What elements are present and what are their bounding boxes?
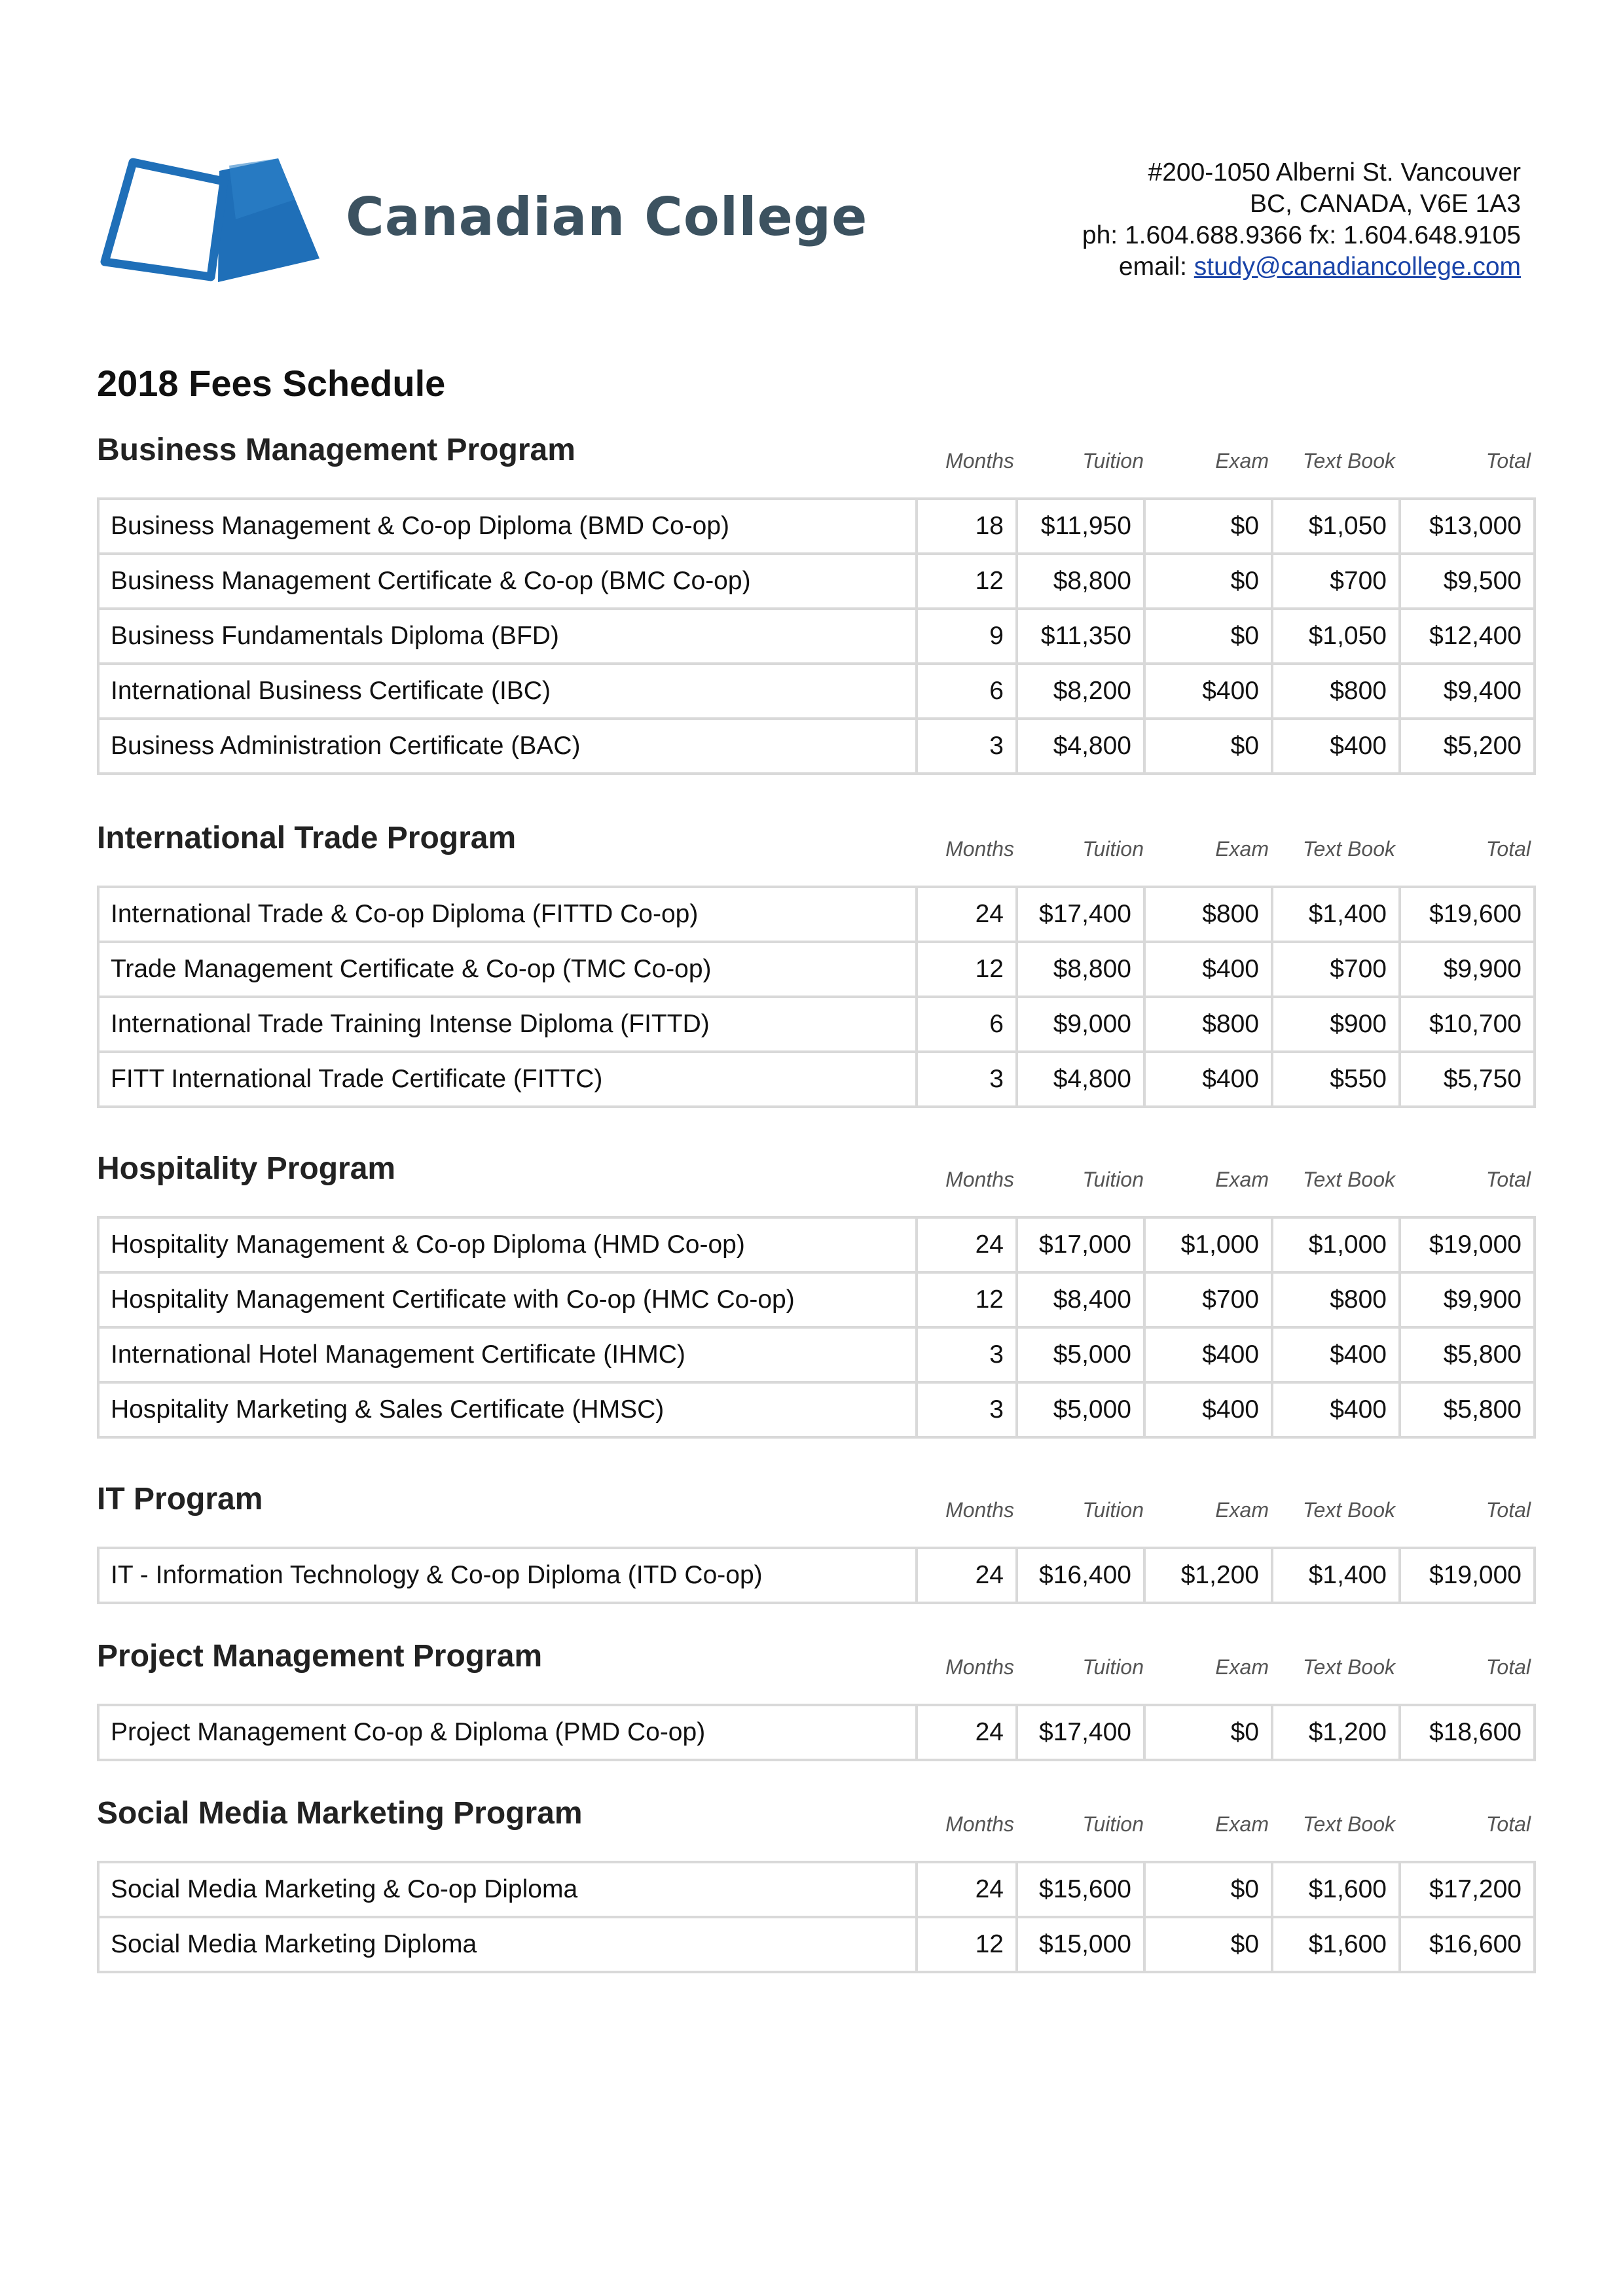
- table-row: [98, 1272, 1535, 1327]
- tuition-cell: $11,350: [1017, 609, 1144, 664]
- column-header-months: Months: [945, 449, 1014, 473]
- total-cell: $12,400: [1400, 609, 1535, 664]
- total-cell: $17,200: [1400, 1862, 1535, 1917]
- program-name-cell: Social Media Marketing & Co-op Diploma: [98, 1862, 917, 1917]
- program-name-cell: IT - Information Technology & Co-op Diploma (ITD Co-op): [98, 1548, 917, 1603]
- column-header-text-book: Text Book: [1302, 449, 1395, 473]
- text-book-cell: $700: [1272, 942, 1400, 997]
- section-title: IT Program: [97, 1482, 263, 1516]
- exam-cell: $1,000: [1144, 1217, 1272, 1272]
- column-header-exam: Exam: [1215, 449, 1269, 473]
- exam-cell: $800: [1144, 997, 1272, 1052]
- fees-table: [97, 1216, 1536, 1439]
- text-book-cell: $900: [1272, 997, 1400, 1052]
- program-name-cell: Trade Management Certificate & Co-op (TMC Co-op): [98, 942, 917, 997]
- tuition-cell: $16,400: [1017, 1548, 1144, 1603]
- column-header-tuition: Tuition: [1082, 1498, 1144, 1522]
- column-header-exam: Exam: [1215, 1168, 1269, 1191]
- section-title: Hospitality Program: [97, 1151, 396, 1186]
- column-header-total: Total: [1486, 1812, 1531, 1836]
- column-header-months: Months: [945, 1168, 1014, 1191]
- total-cell: $5,800: [1400, 1382, 1535, 1437]
- program-name-cell: International Trade Training Intense Diploma (FITTD): [98, 997, 917, 1052]
- table-row: [98, 942, 1535, 997]
- program-name-cell: Hospitality Management Certificate with Co-op (HMC Co-op): [98, 1272, 917, 1327]
- months-cell: 9: [917, 609, 1017, 664]
- column-header-months: Months: [945, 1812, 1014, 1836]
- text-book-cell: $400: [1272, 1382, 1400, 1437]
- column-header-text-book: Text Book: [1302, 1655, 1395, 1679]
- table-row: [98, 499, 1535, 554]
- column-headers: [915, 837, 1533, 863]
- exam-cell: $400: [1144, 942, 1272, 997]
- months-cell: 3: [917, 719, 1017, 774]
- exam-cell: $0: [1144, 1917, 1272, 1972]
- program-name-cell: Business Management Certificate & Co-op (BMC Co-op): [98, 554, 917, 609]
- tuition-cell: $4,800: [1017, 1052, 1144, 1107]
- column-headers: [915, 1812, 1533, 1839]
- exam-cell: $800: [1144, 887, 1272, 942]
- table-row: [98, 609, 1535, 664]
- column-header-text-book: Text Book: [1302, 837, 1395, 861]
- fees-table: [97, 1547, 1536, 1604]
- months-cell: 6: [917, 664, 1017, 719]
- column-header-months: Months: [945, 837, 1014, 861]
- table-row: [98, 554, 1535, 609]
- fee-section: [97, 432, 1533, 775]
- total-cell: $19,600: [1400, 887, 1535, 942]
- column-header-exam: Exam: [1215, 1498, 1269, 1522]
- column-headers: [915, 1168, 1533, 1194]
- total-cell: $5,200: [1400, 719, 1535, 774]
- open-book-logo-icon: [98, 154, 321, 291]
- table-row: [98, 1382, 1535, 1437]
- months-cell: 12: [917, 554, 1017, 609]
- months-cell: 24: [917, 887, 1017, 942]
- text-book-cell: $400: [1272, 719, 1400, 774]
- program-name-cell: FITT International Trade Certificate (FITTC): [98, 1052, 917, 1107]
- total-cell: $5,800: [1400, 1327, 1535, 1382]
- column-header-tuition: Tuition: [1082, 1168, 1144, 1191]
- column-header-months: Months: [945, 1655, 1014, 1679]
- months-cell: 24: [917, 1862, 1017, 1917]
- column-headers: [915, 1655, 1533, 1681]
- section-title: Project Management Program: [97, 1639, 543, 1674]
- table-row: [98, 1548, 1535, 1603]
- column-header-total: Total: [1486, 1168, 1531, 1191]
- column-header-total: Total: [1486, 1498, 1531, 1522]
- months-cell: 12: [917, 942, 1017, 997]
- address-line-2: BC, CANADA, V6E 1A3: [1250, 190, 1521, 218]
- text-book-cell: $1,200: [1272, 1705, 1400, 1760]
- exam-cell: $400: [1144, 1052, 1272, 1107]
- tuition-cell: $15,000: [1017, 1917, 1144, 1972]
- months-cell: 24: [917, 1217, 1017, 1272]
- tuition-cell: $11,950: [1017, 499, 1144, 554]
- table-row: [98, 1917, 1535, 1972]
- section-header: [97, 1795, 1533, 1861]
- contact-block: [866, 157, 1521, 283]
- text-book-cell: $1,050: [1272, 499, 1400, 554]
- column-header-months: Months: [945, 1498, 1014, 1522]
- exam-cell: $0: [1144, 1862, 1272, 1917]
- tuition-cell: $15,600: [1017, 1862, 1144, 1917]
- months-cell: 18: [917, 499, 1017, 554]
- months-cell: 12: [917, 1917, 1017, 1972]
- section-header: [97, 1151, 1533, 1216]
- total-cell: $9,900: [1400, 1272, 1535, 1327]
- section-header: [97, 1638, 1533, 1704]
- column-headers: [915, 449, 1533, 475]
- months-cell: 3: [917, 1052, 1017, 1107]
- total-cell: $19,000: [1400, 1548, 1535, 1603]
- months-cell: 3: [917, 1327, 1017, 1382]
- phone-fax-line: ph: 1.604.688.9366 fx: 1.604.648.9105: [1082, 221, 1521, 249]
- text-book-cell: $400: [1272, 1327, 1400, 1382]
- column-header-text-book: Text Book: [1302, 1168, 1395, 1191]
- months-cell: 12: [917, 1272, 1017, 1327]
- column-header-tuition: Tuition: [1082, 837, 1144, 861]
- page-title: 2018 Fees Schedule: [97, 363, 446, 404]
- tuition-cell: $8,800: [1017, 942, 1144, 997]
- months-cell: 6: [917, 997, 1017, 1052]
- column-header-exam: Exam: [1215, 1812, 1269, 1836]
- column-headers: [915, 1498, 1533, 1524]
- tuition-cell: $5,000: [1017, 1382, 1144, 1437]
- table-row: [98, 887, 1535, 942]
- exam-cell: $400: [1144, 664, 1272, 719]
- section-header: [97, 820, 1533, 886]
- column-header-tuition: Tuition: [1082, 1655, 1144, 1679]
- exam-cell: $1,200: [1144, 1548, 1272, 1603]
- exam-cell: $0: [1144, 554, 1272, 609]
- text-book-cell: $1,400: [1272, 1548, 1400, 1603]
- tuition-cell: $5,000: [1017, 1327, 1144, 1382]
- fees-table: [97, 497, 1536, 775]
- college-logo: [98, 154, 868, 291]
- text-book-cell: $1,400: [1272, 887, 1400, 942]
- table-row: [98, 1327, 1535, 1382]
- table-row: [98, 1052, 1535, 1107]
- tuition-cell: $4,800: [1017, 719, 1144, 774]
- text-book-cell: $700: [1272, 554, 1400, 609]
- exam-cell: $0: [1144, 609, 1272, 664]
- tuition-cell: $8,200: [1017, 664, 1144, 719]
- program-name-cell: Project Management Co-op & Diploma (PMD Co-op): [98, 1705, 917, 1760]
- fee-section: [97, 1481, 1533, 1604]
- program-name-cell: International Trade & Co-op Diploma (FITTD Co-op): [98, 887, 917, 942]
- tuition-cell: $9,000: [1017, 997, 1144, 1052]
- text-book-cell: $800: [1272, 664, 1400, 719]
- text-book-cell: $1,000: [1272, 1217, 1400, 1272]
- column-header-exam: Exam: [1215, 1655, 1269, 1679]
- total-cell: $5,750: [1400, 1052, 1535, 1107]
- email-label: email:: [1118, 253, 1194, 281]
- table-row: [98, 1862, 1535, 1917]
- column-header-total: Total: [1486, 1655, 1531, 1679]
- exam-cell: $400: [1144, 1382, 1272, 1437]
- section-header: [97, 1481, 1533, 1547]
- column-header-total: Total: [1486, 449, 1531, 473]
- fee-section: [97, 1795, 1533, 1973]
- tuition-cell: $8,400: [1017, 1272, 1144, 1327]
- program-name-cell: Business Management & Co-op Diploma (BMD Co-op): [98, 499, 917, 554]
- program-name-cell: International Hotel Management Certificate (IHMC): [98, 1327, 917, 1382]
- months-cell: 24: [917, 1548, 1017, 1603]
- section-title: International Trade Program: [97, 821, 517, 855]
- email-line: [866, 251, 1521, 283]
- table-row: [98, 664, 1535, 719]
- text-book-cell: $1,600: [1272, 1862, 1400, 1917]
- column-header-total: Total: [1486, 837, 1531, 861]
- section-title: Business Management Program: [97, 433, 575, 467]
- fees-table: [97, 1704, 1536, 1761]
- section-title: Social Media Marketing Program: [97, 1796, 583, 1831]
- fee-section: [97, 820, 1533, 1108]
- tuition-cell: $17,000: [1017, 1217, 1144, 1272]
- table-row: [98, 719, 1535, 774]
- total-cell: $10,700: [1400, 997, 1535, 1052]
- program-name-cell: Hospitality Management & Co-op Diploma (HMD Co-op): [98, 1217, 917, 1272]
- program-name-cell: Social Media Marketing Diploma: [98, 1917, 917, 1972]
- months-cell: 3: [917, 1382, 1017, 1437]
- column-header-text-book: Text Book: [1302, 1498, 1395, 1522]
- text-book-cell: $800: [1272, 1272, 1400, 1327]
- program-name-cell: Business Fundamentals Diploma (BFD): [98, 609, 917, 664]
- total-cell: $9,500: [1400, 554, 1535, 609]
- months-cell: 24: [917, 1705, 1017, 1760]
- total-cell: $16,600: [1400, 1917, 1535, 1972]
- email-link[interactable]: study@canadiancollege.com: [1194, 253, 1521, 281]
- total-cell: $9,400: [1400, 664, 1535, 719]
- exam-cell: $400: [1144, 1327, 1272, 1382]
- exam-cell: $0: [1144, 499, 1272, 554]
- address-line-1: #200-1050 Alberni St. Vancouver: [1148, 158, 1521, 187]
- tuition-cell: $17,400: [1017, 1705, 1144, 1760]
- exam-cell: $0: [1144, 1705, 1272, 1760]
- exam-cell: $700: [1144, 1272, 1272, 1327]
- total-cell: $18,600: [1400, 1705, 1535, 1760]
- total-cell: $13,000: [1400, 499, 1535, 554]
- table-row: [98, 997, 1535, 1052]
- table-row: [98, 1217, 1535, 1272]
- program-name-cell: Hospitality Marketing & Sales Certificate (HMSC): [98, 1382, 917, 1437]
- fee-section: [97, 1151, 1533, 1439]
- text-book-cell: $1,600: [1272, 1917, 1400, 1972]
- section-header: [97, 432, 1533, 497]
- fee-section: [97, 1638, 1533, 1761]
- text-book-cell: $1,050: [1272, 609, 1400, 664]
- total-cell: $9,900: [1400, 942, 1535, 997]
- logo-wordmark: Canadian College: [346, 187, 868, 247]
- tuition-cell: $17,400: [1017, 887, 1144, 942]
- column-header-tuition: Tuition: [1082, 1812, 1144, 1836]
- total-cell: $19,000: [1400, 1217, 1535, 1272]
- exam-cell: $0: [1144, 719, 1272, 774]
- column-header-text-book: Text Book: [1302, 1812, 1395, 1836]
- column-header-exam: Exam: [1215, 837, 1269, 861]
- fees-table: [97, 1861, 1536, 1973]
- program-name-cell: Business Administration Certificate (BAC): [98, 719, 917, 774]
- text-book-cell: $550: [1272, 1052, 1400, 1107]
- fees-table: [97, 886, 1536, 1108]
- table-row: [98, 1705, 1535, 1760]
- tuition-cell: $8,800: [1017, 554, 1144, 609]
- column-header-tuition: Tuition: [1082, 449, 1144, 473]
- program-name-cell: International Business Certificate (IBC): [98, 664, 917, 719]
